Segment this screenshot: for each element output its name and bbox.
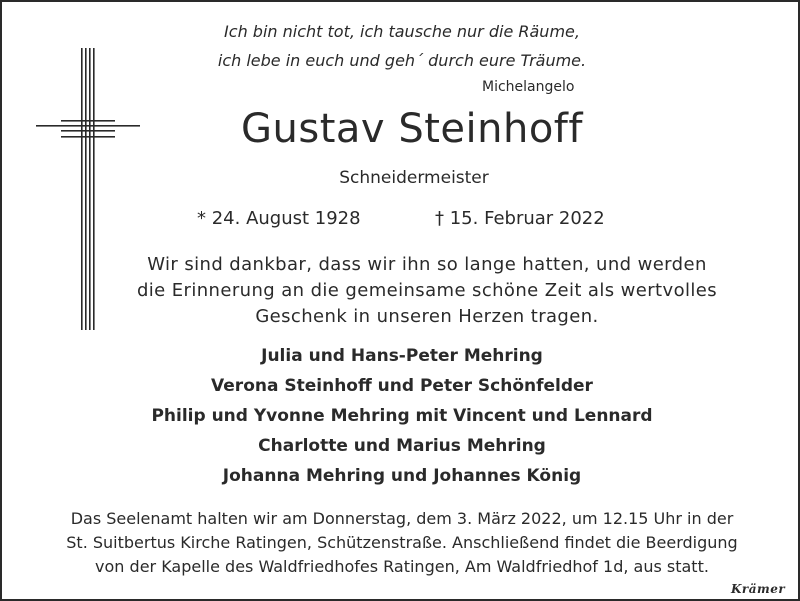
memorial-text-line: Wir sind dankbar, dass wir ihn so lange hatten, und werden <box>147 254 707 275</box>
designer-signature: Krämer <box>731 582 786 596</box>
mourner-line: Verona Steinhoff und Peter Schönfelder <box>211 376 593 396</box>
deceased-name: Gustav Steinhoff <box>241 106 583 152</box>
mourner-line: Philip und Yvonne Mehring mit Vincent und Lennard <box>151 406 653 426</box>
memorial-text-line: Geschenk in unseren Herzen tragen. <box>255 306 599 327</box>
memorial-text-line: die Erinnerung an die gemeinsame schöne Zeit als wertvolles <box>136 280 718 301</box>
mourner-line: Charlotte und Marius Mehring <box>258 436 546 456</box>
service-text-line: Das Seelenamt halten wir am Donnerstag, dem 3. März 2022, um 12.15 Uhr in der <box>70 509 734 528</box>
quote-line-1: Ich bin nicht tot, ich tausche nur die Räume, <box>224 22 580 41</box>
death-date: † 15. Februar 2022 <box>435 208 605 229</box>
birth-date: * 24. August 1928 <box>197 208 361 229</box>
service-text-line: von der Kapelle des Waldfriedhofes Ratingen, Am Waldfriedhof 1d, aus statt. <box>95 557 709 576</box>
mourner-line: Julia und Hans-Peter Mehring <box>261 346 543 366</box>
service-text-line: St. Suitbertus Kirche Ratingen, Schützenstraße. Anschließend findet die Beerdigung <box>66 533 738 552</box>
profession: Schneidermeister <box>339 168 489 188</box>
quote-line-2: ich lebe in euch und geh´ durch eure Träume. <box>217 51 587 70</box>
mourner-line: Johanna Mehring und Johannes König <box>222 466 582 486</box>
quote-author: Michelangelo <box>482 79 575 95</box>
